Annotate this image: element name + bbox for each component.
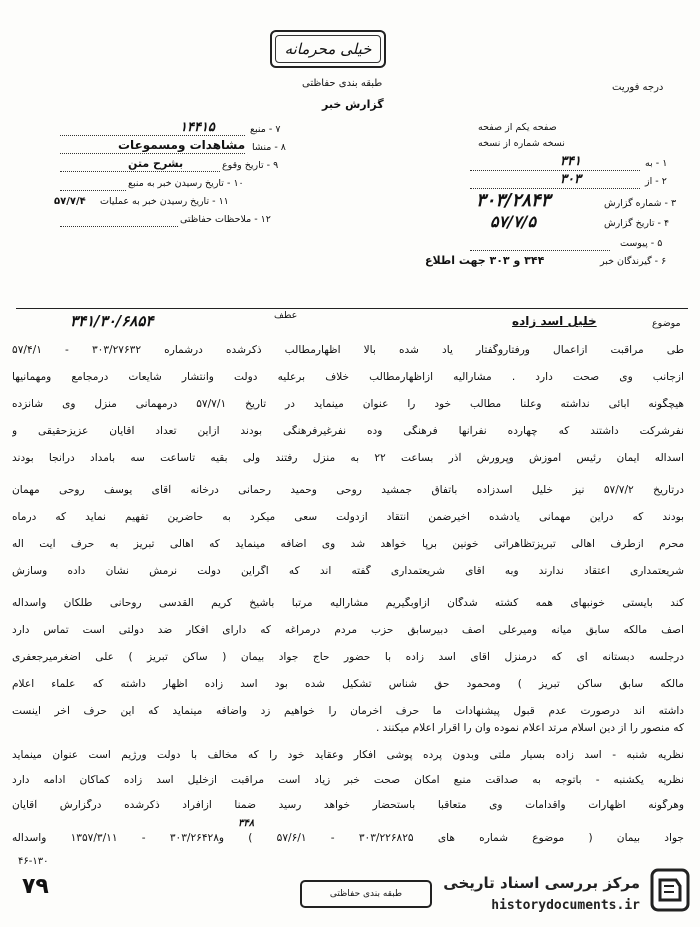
origin-value: مشاهدات ومسموعات bbox=[118, 138, 246, 152]
receipt-ops-label: ۱۱ - تاریخ رسیدن خبر به عملیات bbox=[100, 196, 229, 207]
notes-label: ۱۲ - ملاحظات حفاظتی bbox=[180, 214, 271, 225]
report-date-value: ۵۷/۷/۵ bbox=[490, 212, 537, 231]
receipt-date-label: ۱۰ - تاریخ رسیدن خبر به منبع bbox=[128, 178, 244, 189]
to-label: ۱ - به bbox=[645, 158, 668, 169]
copy-count-row: نسخه شماره از نسخه bbox=[478, 138, 565, 149]
archive-logo-icon bbox=[650, 868, 690, 912]
event-date-label: ۹ - تاریخ وقوع bbox=[222, 160, 279, 171]
body-line: محرم ازطرف اهالی تبریزتظاهراتی خونین برپا خواهد شد وی اضافه مینماید که اهالی تبریز به حرف آیت اله bbox=[12, 538, 684, 550]
margin-note: ۳۴۸ bbox=[238, 818, 255, 829]
from-value: ۳۰۳ bbox=[560, 172, 581, 187]
source-value: ۱۴۴۱۵ bbox=[180, 120, 215, 135]
report-no-label: ۳ - شماره گزارش bbox=[604, 198, 677, 209]
page-number: ۷۹ bbox=[22, 874, 49, 899]
recipients-value: ۳۴۴ و ۳۰۳ جهت اطلاع bbox=[425, 254, 545, 267]
attachment-ref-label: عطف bbox=[274, 310, 298, 321]
body-line: شریعتمداری اعتقاد ندارند وبه آقای شریعتمداری گفته اند که اگراین دولت نرمش نشان داده وسازش bbox=[12, 565, 684, 577]
body-line: اصف مالکه سابق میانه ومیرعلی آصف دبیرسابق حزب مردم درمراغه که دارای افکار ضد دولتی است تماس دارد bbox=[12, 624, 684, 636]
attachment-ref-value: ۳۴۱/۳۰/۶۸۵۴ bbox=[70, 312, 154, 330]
subject-label: موضوع bbox=[652, 318, 681, 329]
origin-label: ۸ - منشا bbox=[252, 142, 286, 153]
watermark bbox=[418, 860, 700, 927]
urgency-label: درجه فوریت bbox=[612, 82, 664, 93]
body-line: کند بایستی خونبهای همه کشته شدگان ازاوبگیریم مشارالیه مرتبا باشیخ کریم القدسی روحانی طلکان واسداله bbox=[12, 597, 684, 609]
recipients-label: ۶ - گیرندگان خبر bbox=[600, 256, 667, 267]
classification-stamp-text: خیلی محرمانه bbox=[275, 35, 381, 63]
body-line: درتاریخ ۵۷/۷/۲ نیز خلیل اسدزاده باتفاق جمشید روحی وحمید رحمانی درخانه آقای یوسف روحی مهمان bbox=[12, 484, 684, 496]
body-line: مالکه سابق ساکن تبریز ) ومحمود حق شناس تشکیل شده بود اسد زاده اظهار داشته که علماء اعلام bbox=[12, 678, 684, 690]
report-date-label: ۴ - تاریخ گزارش bbox=[604, 218, 670, 229]
classification-stamp bbox=[270, 30, 386, 68]
header-separator bbox=[16, 308, 688, 309]
body-line: داشته اند درصورت عدم قبول پیشنهادات ما حرف آخرمان را خواهیم زد واضافه مینماید که این حرف آخر اینست bbox=[12, 705, 684, 717]
source-label: ۷ - منبع bbox=[250, 124, 281, 135]
watermark-org-name: مرکز بررسی اسناد تاریخی bbox=[443, 874, 640, 892]
body-line: بودند که دراین مهمانی یادشده اخیرضمن انتقاد ازدولت سعی میکرد به حاضرین تفهیم نماید که درماه bbox=[12, 511, 684, 523]
to-value: ۳۴۱ bbox=[560, 154, 581, 169]
body-line: نظریه شنبه - اسد زاده بسیار ملتی وبدون پرده پوشی افکار وعقاید خود را که مخالف با دولت ورژیم است عنوان مینماید bbox=[12, 749, 684, 761]
event-date-value: بشرح متن bbox=[128, 157, 184, 170]
body-line: اسداله ایمان رئیس آموزش وپرورش آذر بساعت ۲۲ به منزل رفتند ولی بقیه تاساعت سه بامداد درآنجا بودند bbox=[12, 452, 684, 464]
subject-value: خلیل اسد زاده bbox=[512, 314, 597, 328]
protection-class-label: طبقه بندی حفاظتی bbox=[302, 78, 383, 89]
body-line: وهرگونه اظهارات واقدامات وی متعاقبا باستحضار خواهد رسید ضمنا ازافراد ذکرشده درگزارش آقایان bbox=[12, 799, 684, 811]
bottom-left-note: ۴۶-۱۳۰ bbox=[18, 856, 49, 867]
body-line: ازجانب وی صحت دارد . مشارالیه ازاظهارمطالب خلاف برعلیه دولت وانتشار شایعات درمجامع ومهمانیها bbox=[12, 371, 684, 383]
from-label: ۲ - از bbox=[645, 176, 667, 187]
report-title: گزارش خبر bbox=[322, 98, 384, 111]
body-line: جواد بیمان ( موضوع شماره های ۳۰۳/۲۲۶۸۲۵ - ۵۷/۶/۱ ) و۳۰۳/۲۶۴۲۸ - ۱۳۵۷/۳/۱۱ واسداله bbox=[12, 832, 684, 844]
body-line: که منصور را از دین اسلام مرتد اعلام نموده وآن را اقرار اعلام میکنند . bbox=[375, 722, 684, 734]
report-no-value: ۳۰۳/۲۸۴۳ bbox=[476, 190, 551, 211]
page-count-row: صفحه یکم از صفحه bbox=[478, 122, 557, 133]
bottom-protection-stamp: طبقه بندی حفاظتی bbox=[300, 880, 432, 908]
body-line: نفرشرکت داشتند که چهارده نفرآنها فرهنگی وده نفرغیرفرهنگی بودند ازاین تعداد آقایان عزیزحقیقی و bbox=[12, 425, 684, 437]
body-line: هیچگونه ابائی نداشته وعلنا مطالب خود را عنوان مینماید در تاریخ ۵۷/۷/۱ درمهمانی منزل وی شانزده bbox=[12, 398, 684, 410]
body-line: نظریه یکشنبه - باتوجه به صداقت منبع امکان صحت خبر زیاد است مراقبت ازخلیل اسد زاده کماکان ادامه دارد bbox=[12, 774, 684, 786]
receipt-ops-value: ۵۷/۷/۴ bbox=[54, 196, 86, 207]
body-line: طی مراقبت ازاعمال ورفتاروگفتار یاد شده بالا اظهارمطالب ذکرشده درشماره ۳۰۳/۲۷۶۳۲ - ۵۷/۴/۱ bbox=[12, 344, 684, 356]
attachment-label: ۵ - پیوست bbox=[620, 238, 663, 249]
body-line: درجلسه دبستانه ای که درمنزل آقای اسد زاده با حضور حاج جواد بیمان ( ساکن تبریز ) علی اضغرمیرجعفری bbox=[12, 651, 684, 663]
watermark-url: historydocuments.ir bbox=[491, 898, 640, 913]
